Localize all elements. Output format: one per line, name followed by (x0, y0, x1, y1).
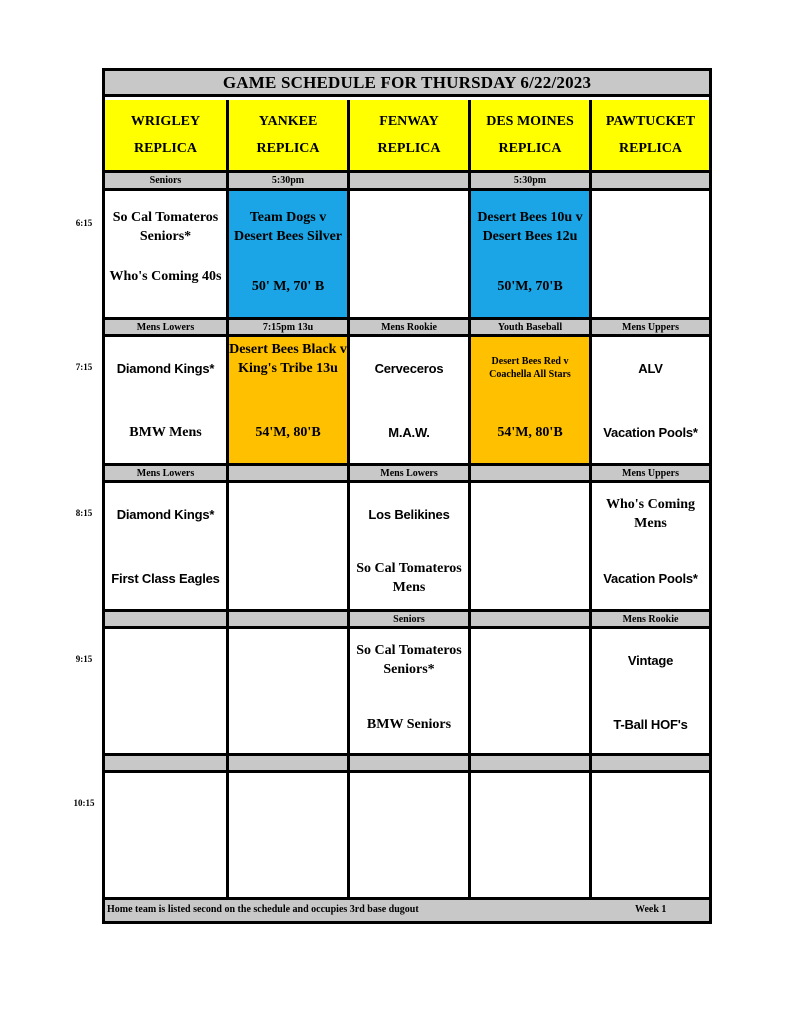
field-header-yankee (229, 100, 347, 170)
game-cell (592, 773, 709, 897)
matchup: Desert Bees 10u v Desert Bees 12u (477, 210, 583, 244)
field-header-fenway (350, 100, 468, 170)
division-band: 5:30pm (471, 173, 589, 188)
game-cell (229, 337, 347, 463)
game-cell (592, 191, 709, 317)
game-cell (471, 191, 589, 317)
division-band (471, 612, 589, 626)
division-band: Mens Lowers (105, 320, 226, 334)
matchup: Desert Bees Red v Coachella All Stars (489, 356, 571, 380)
time-label-815: 8:15 (75, 508, 93, 518)
game-cell (229, 773, 347, 897)
home-team: Who's Coming 40s (109, 269, 222, 284)
field-distances: 50' M, 70' B (251, 279, 325, 294)
home-team: BMW Seniors (366, 717, 452, 732)
field-name: WRIGLEY (130, 113, 201, 129)
game-cell (350, 629, 468, 753)
division-band (350, 173, 468, 188)
game-cell (105, 773, 226, 897)
game-cell (350, 773, 468, 897)
division-band (592, 756, 709, 770)
time-label-615: 6:15 (75, 218, 93, 228)
field-header-wrigley (105, 100, 226, 170)
game-cell (350, 483, 468, 609)
column-divider (347, 100, 350, 897)
matchup: Desert Bees Black v King's Tribe 13u (229, 342, 347, 376)
game-cell (105, 629, 226, 753)
division-band (471, 466, 589, 480)
column-divider (589, 100, 592, 897)
field-subtitle: REPLICA (256, 140, 320, 156)
division-band: Mens Uppers (592, 466, 709, 480)
game-cell (471, 629, 589, 753)
matchup: Team Dogs v Desert Bees Silver (233, 210, 343, 244)
field-header-des-moines (471, 100, 589, 170)
week-label: Week 1 (635, 904, 667, 915)
home-team: M.A.W. (388, 425, 430, 440)
game-cell (592, 483, 709, 609)
visiting-team: Diamond Kings* (116, 507, 215, 522)
division-band: Youth Baseball (471, 320, 589, 334)
time-label-915: 9:15 (75, 654, 93, 664)
game-cell (105, 337, 226, 463)
home-team: Vacation Pools* (603, 425, 698, 440)
visiting-team: Who's Coming Mens (605, 497, 696, 531)
division-band: 7:15pm 13u (229, 320, 347, 334)
division-band: Seniors (105, 173, 226, 188)
field-header-pawtucket (592, 100, 709, 170)
home-team: T-Ball HOF's (613, 717, 688, 732)
field-distances: 50'M, 70'B (497, 279, 563, 294)
field-name: DES MOINES (486, 113, 574, 129)
visiting-team: Cerveceros (374, 361, 444, 376)
game-cell (229, 191, 347, 317)
division-band: Mens Lowers (350, 466, 468, 480)
division-band: Mens Rookie (592, 612, 709, 626)
division-band (229, 466, 347, 480)
field-subtitle: REPLICA (133, 140, 197, 156)
game-cell (105, 483, 226, 609)
division-band: Mens Lowers (105, 466, 226, 480)
game-cell (592, 337, 709, 463)
time-label-715: 7:15 (75, 362, 93, 372)
schedule-title: GAME SCHEDULE FOR THURSDAY 6/22/2023 (105, 71, 709, 97)
schedule-table (102, 68, 712, 924)
game-cell (229, 629, 347, 753)
footer-bar (105, 900, 709, 921)
visiting-team: So Cal Tomateros Seniors* (356, 643, 462, 677)
game-cell (229, 483, 347, 609)
column-divider (226, 100, 229, 897)
game-cell (350, 191, 468, 317)
field-name: FENWAY (379, 113, 439, 129)
division-band (105, 756, 226, 770)
field-subtitle: REPLICA (377, 140, 441, 156)
division-band (592, 173, 709, 188)
visiting-team: Los Belikines (368, 507, 450, 522)
home-team: So Cal Tomateros Mens (356, 561, 462, 595)
division-band: Mens Rookie (350, 320, 468, 334)
division-band: Seniors (350, 612, 468, 626)
division-band (350, 756, 468, 770)
field-distances: 54'M, 80'B (497, 425, 563, 440)
home-team: BMW Mens (129, 425, 202, 440)
field-distances: 54'M, 80'B (255, 425, 321, 440)
division-band: Mens Uppers (592, 320, 709, 334)
division-band: 5:30pm (229, 173, 347, 188)
visiting-team: ALV (638, 361, 663, 376)
game-cell (592, 629, 709, 753)
division-band (105, 612, 226, 626)
visiting-team: Diamond Kings* (116, 361, 215, 376)
field-name: YANKEE (258, 113, 318, 129)
game-cell (471, 337, 589, 463)
footer-note: Home team is listed second on the schedule and occupies 3rd base dugout (107, 904, 419, 915)
time-label-1015: 10:15 (73, 798, 95, 808)
division-band (229, 612, 347, 626)
game-cell (105, 191, 226, 317)
visiting-team: Vintage (627, 653, 674, 668)
field-subtitle: REPLICA (618, 140, 682, 156)
column-divider (468, 100, 471, 897)
game-cell (471, 483, 589, 609)
home-team: First Class Eagles (111, 571, 220, 586)
field-subtitle: REPLICA (498, 140, 562, 156)
division-band (229, 756, 347, 770)
division-band (471, 756, 589, 770)
game-cell (471, 773, 589, 897)
visiting-team: So Cal Tomateros Seniors* (112, 210, 219, 244)
field-name: PAWTUCKET (605, 113, 696, 129)
game-cell (350, 337, 468, 463)
home-team: Vacation Pools* (603, 571, 698, 586)
